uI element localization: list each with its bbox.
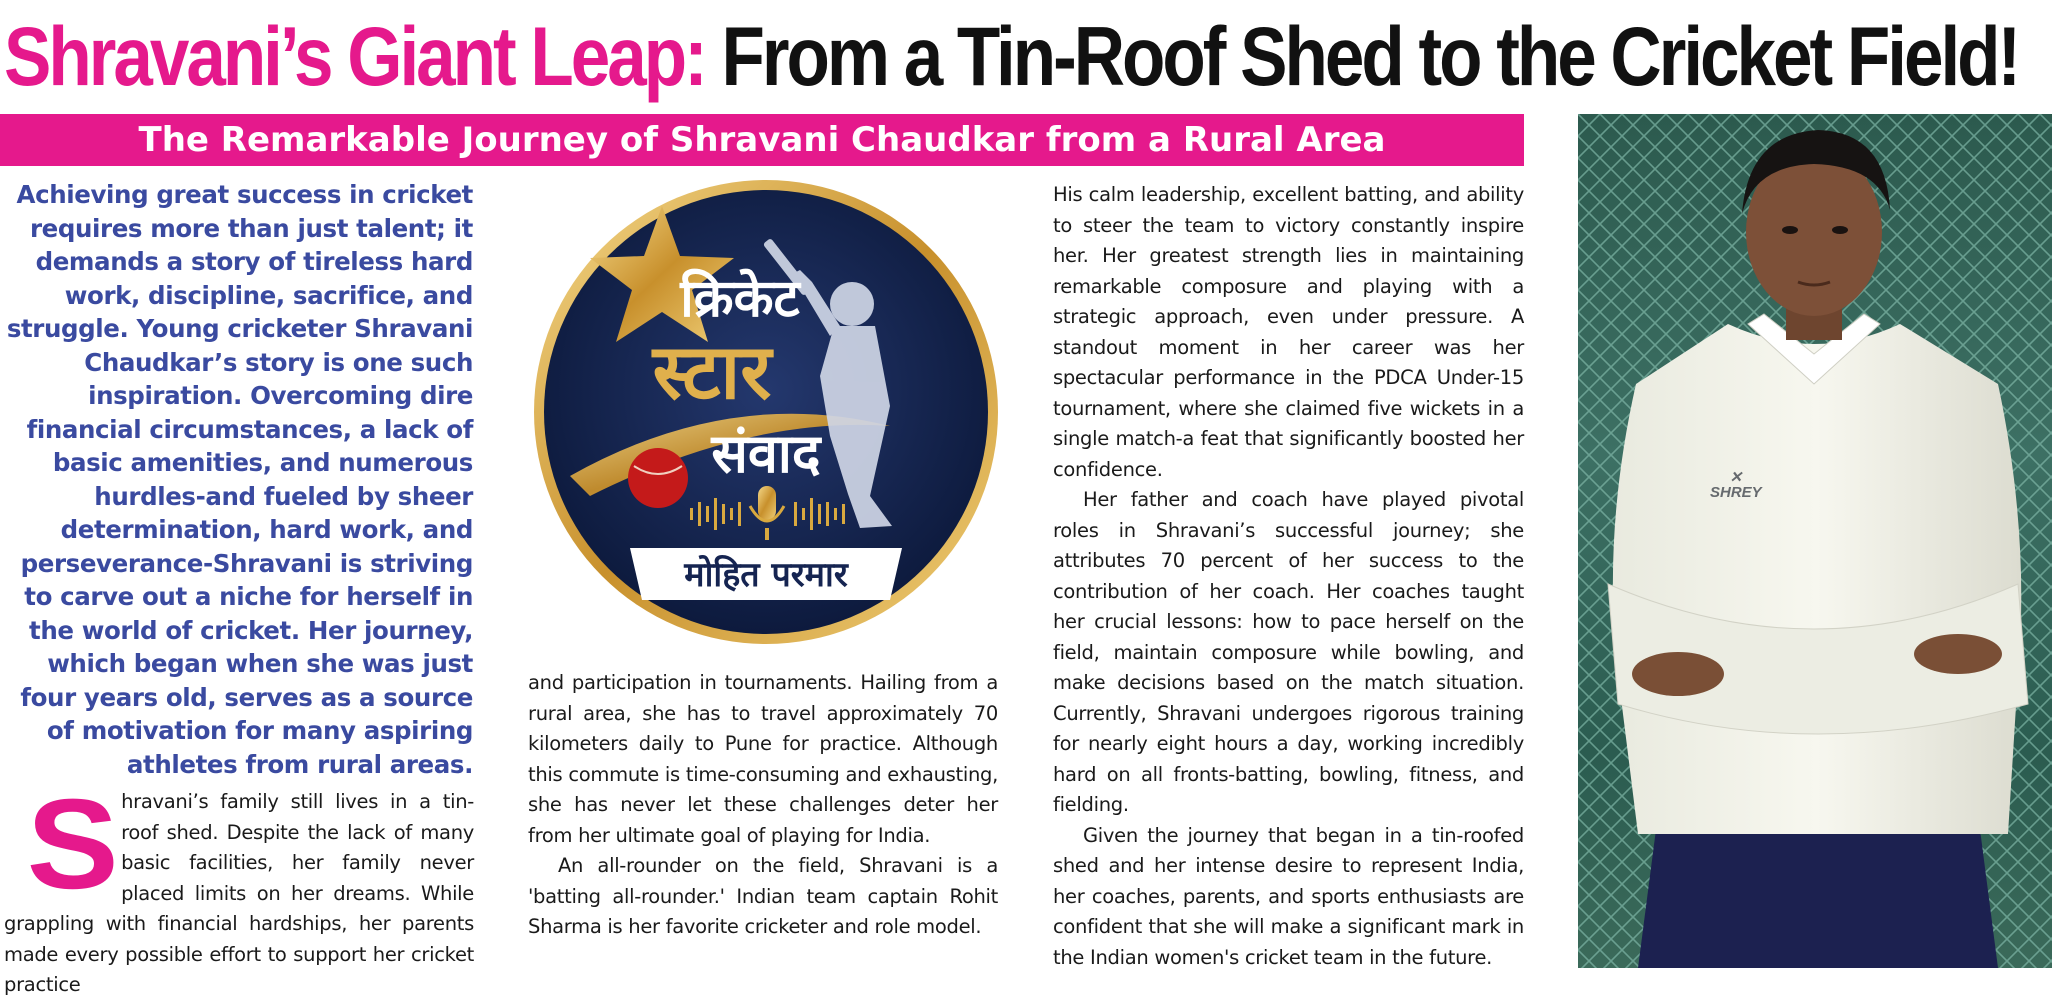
- shirt-logo-mark: ✕: [1729, 469, 1743, 486]
- article-column-1: [4, 773, 474, 1001]
- player-photo-graphic: [1578, 114, 2052, 968]
- logo-title-line-1: क्रिकेट: [680, 269, 800, 329]
- drop-cap: S: [26, 773, 119, 916]
- shirt-logo: [1710, 470, 1762, 500]
- logo-title-line-3: संवाद: [711, 422, 821, 485]
- player-photo: [1578, 114, 2052, 968]
- headline: [4, 0, 2052, 117]
- headline-rest: From a Tin-Roof Shed to the Cricket Field!: [704, 10, 2019, 105]
- paragraph-1-part-2: and participation in tournaments. Hailing from a rural area, she has to travel approximately 70 kilometers daily to Pune for practice. Although this commute is time-consuming and exhausting, she has never let these challenges deter her from her ultimate goal of playing for India.: [528, 671, 998, 847]
- shirt-logo-text: SHREY: [1710, 484, 1762, 501]
- subheadline-band: [0, 114, 1524, 166]
- logo-title-line-2: स्टार: [652, 327, 772, 416]
- cricket-star-samvad-logo: [530, 176, 1002, 648]
- logo-graphic: [530, 176, 1002, 648]
- paragraph-4: Her father and coach have played pivotal roles in Shravani’s successful journey; she attributes 70 percent of her success to the contribution of her coach. Her coaches taught her crucial lessons: how to pace herself on the field, maintain composure while bowling, and make decisions based on the match situation. Currently, Shravani undergoes rigorous training for nearly eight hours a day, working incredibly hard on all fronts-batting, bowling, fitness, and fielding.: [1053, 488, 1524, 816]
- player-shirt: [1613, 324, 2021, 834]
- logo-host-name: मोहित परमार: [684, 555, 848, 595]
- headline-highlight: Shravani’s Giant Leap:: [4, 10, 705, 105]
- paragraph-5: Given the journey that began in a tin-roofed shed and her intense desire to represent India, her coaches, parents, and sports enthusiasts are confident that she will make a significant mark in the Indian women's cricket team in the future.: [1053, 823, 1524, 969]
- paragraph-3: His calm leadership, excellent batting, and ability to steer the team to victory constantly inspire her. Her greatest strength lies in maintaining remarkable composure and playing with a strategic approach, even under pressure. A standout moment in her career was her spectacular performance in the PDCA Under-15 tournament, where she claimed five wickets in a single match-a feat that significantly boosted her confidence.: [1053, 183, 1524, 481]
- paragraph-1-part-1: hravani’s family still lives in a tin-roof shed. Despite the lack of many basic facilities, her family never placed limits on her dreams. While grappling with financial hardships, her parents made every possible effort to support her cricket practice: [4, 790, 474, 996]
- intro-text: Achieving great success in cricket requires more than just talent; it demands a story of tireless hard work, discipline, sacrifice, and struggle. Young cricketer Shravani Chaudkar’s story is one such inspiration. Overcoming dire financial circumstances, a lack of basic amenities, and numerous hurdles-and fueled by sheer determination, hard work, and perseverance-Shravani is striving to carve out a niche for herself in the world of cricket. Her journey, which began when she was just four years old, serves as a source of motivation for many aspiring athletes from rural areas.: [6, 180, 473, 779]
- article-column-2: [528, 668, 998, 943]
- subheadline: The Remarkable Journey of Shravani Chaudkar from a Rural Area: [138, 120, 1386, 160]
- paragraph-2: An all-rounder on the field, Shravani is a 'batting all-rounder.' Indian team captain Rohit Sharma is her favorite cricketer and role model.: [528, 854, 998, 938]
- cricket-ball-icon: [628, 448, 688, 508]
- article-column-3: [1053, 180, 1524, 973]
- player-trousers: [1638, 814, 1998, 968]
